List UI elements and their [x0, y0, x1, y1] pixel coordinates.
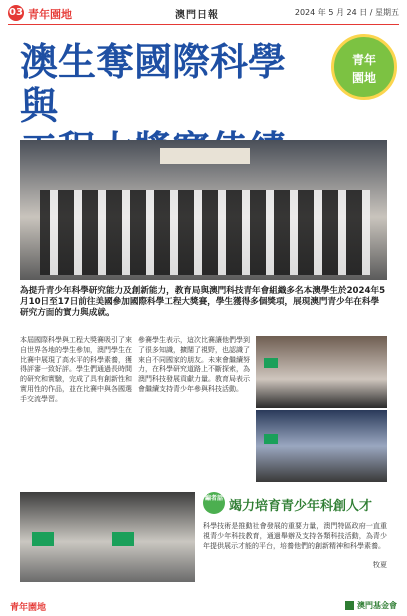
section-badge — [331, 34, 397, 100]
badge-text-top: 青年 — [351, 53, 376, 67]
footer-section-name: 青年園地 — [10, 603, 47, 613]
page-footer — [0, 596, 407, 616]
body-column-middle: 參賽學生表示，這次比賽讓他們學到了很多知識，擴闊了視野，也認識了來自不同國家的朋友。未來會繼續努力，在科學研究道路上不斷探索，為澳門科技發展貢獻力量。教育局表示會繼續支持青少年參與科技活動。 — [138, 336, 250, 393]
award-photo-1 — [256, 336, 387, 408]
paper-name: 澳門日報 — [175, 10, 219, 21]
footer-publisher — [345, 600, 397, 611]
article-lead: 為提升青少年科學研究能力及創新能力，教育局與澳門科技青年會組織多名本澳學生於2024年5月10日至17日前往美國參加國際科學工程大獎賽，學生獲得多個獎項，展現澳門青少年在科學研究方面的實力與成就。 — [20, 286, 386, 318]
photo-students-row — [40, 190, 370, 275]
macau-flag-4 — [112, 532, 134, 546]
footer-publisher-label: 澳門基金會 — [357, 601, 397, 610]
editorial-signature: 牧夏 — [373, 561, 387, 569]
foundation-logo-icon — [345, 601, 354, 610]
editorial-icon: 編者話 — [203, 492, 225, 514]
editorial-text: 科學技術是推動社會發展的重要力量，澳門特區政府一直重視青少年科技教育，通過舉辦及支持各類科技活動，為青少年提供展示才能的平台，培養他們的創新精神和科學素養。 — [203, 522, 387, 550]
badge-text-bottom: 園地 — [351, 71, 376, 85]
editorial-title: 竭力培育青少年科創人才 — [229, 499, 373, 514]
award-photo-2 — [256, 410, 387, 482]
page-header — [0, 0, 407, 26]
macau-flag-2 — [264, 434, 278, 444]
header-divider — [8, 24, 399, 25]
issue-date: 2024 年 5 月 24 日 / 星期五 — [294, 8, 399, 17]
editorial-banner — [203, 492, 387, 518]
body-column-left: 本屆國際科學與工程大獎賽吸引了來自世界各地的學生參加，澳門學生在比賽中展現了高水平的科學素養，獲得評審一致好評。學生們通過長時間的研究和實驗，完成了具有創新性和實用性的作品，並在比賽中與各國選手交流學習。 — [20, 336, 132, 403]
macau-flag-3 — [32, 532, 54, 546]
title-line-1: 澳生奪國際科學與 — [20, 39, 287, 128]
section-number-badge: 03 — [8, 5, 24, 21]
macau-flag-1 — [264, 358, 278, 368]
photo-signboard — [160, 148, 250, 164]
group-photo-ceremony — [20, 492, 195, 582]
section-name: 青年園地 — [28, 8, 72, 21]
group-photo-main — [20, 140, 387, 280]
